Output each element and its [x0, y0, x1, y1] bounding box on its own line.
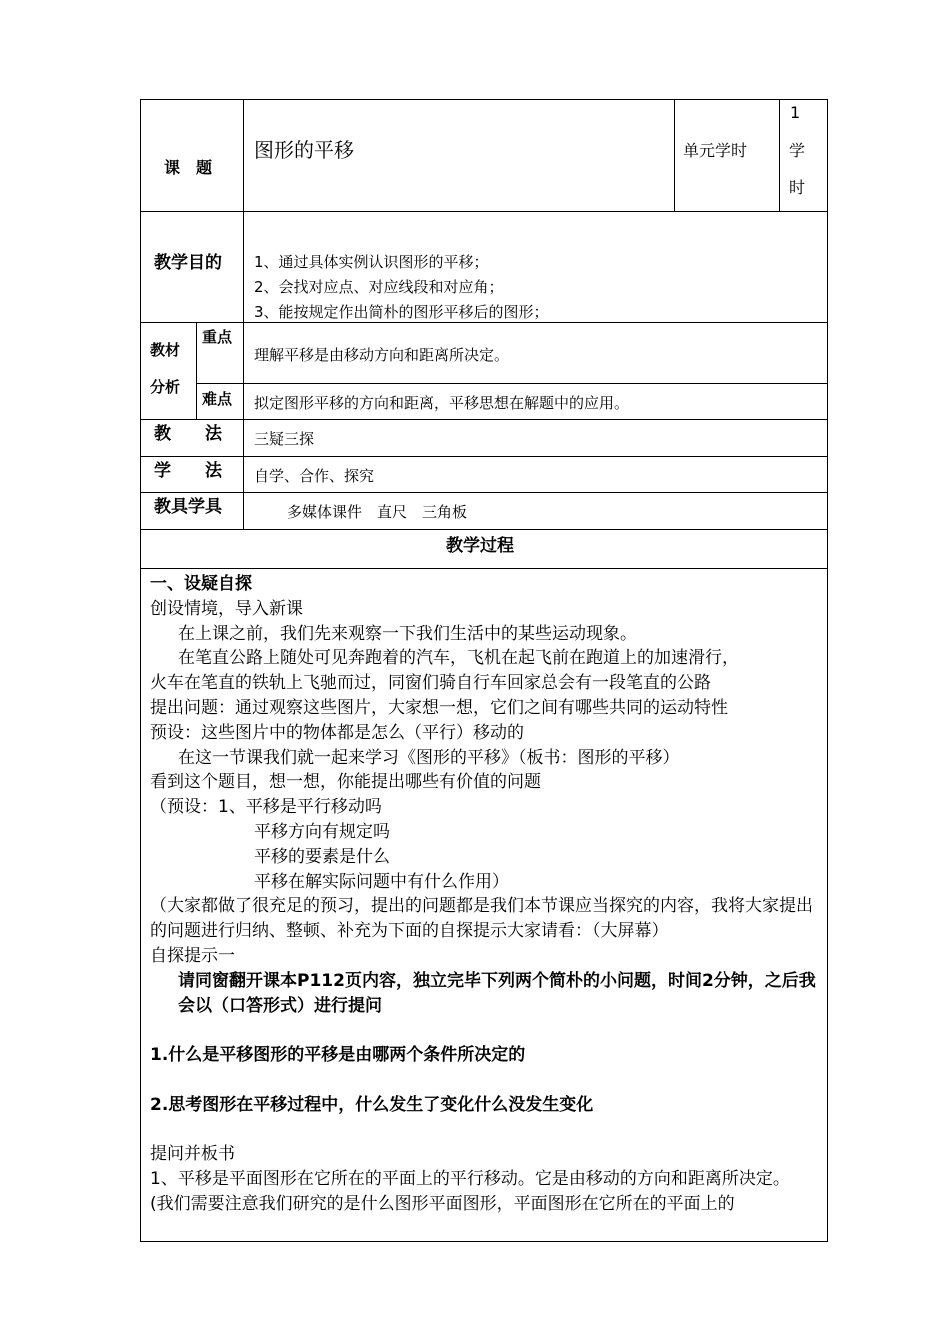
body-line: （预设：1、平移是平行移动吗 [150, 797, 382, 818]
process-title: 教学过程 [446, 536, 514, 556]
analysis-label-line-1: 教材 [150, 341, 181, 359]
body-line: 提问并板书 [150, 1144, 235, 1165]
body-line: 看到这个题目，想一想，你能提出哪些有价值的问题 [150, 772, 541, 793]
difficulty-value: 拟定图形平移的方向和距离，平移思想在解题中的应用。 [254, 394, 630, 412]
body-line: 自探提示一 [150, 945, 235, 966]
analysis-label-line-2: 分析 [150, 378, 181, 396]
objectives-label: 教学目的 [154, 253, 222, 273]
hours-unit-char-1: 学 [789, 141, 806, 160]
difficulty-label: 难点 [202, 390, 233, 408]
teaching-method-label: 教 法 [154, 424, 222, 444]
body-paragraph: （大家都做了很充足的预习，提出的问题都是我们本节课应当探究的内容，我将大家提出的问题进行归纳、整顿、补充为下面的自探提示大家请看：（大屏幕） [150, 896, 813, 942]
hours-unit-char-2: 时 [789, 178, 806, 197]
body-line: 火车在笔直的铁轨上飞驰而过，同窗们骑自行车回家总会有一段笔直的公路 [150, 673, 711, 694]
objective-item: 2、会找对应点、对应线段和对应角； [254, 278, 504, 296]
learning-method-value: 自学、合作、探究 [254, 467, 375, 485]
body-line: 在上课之前，我们先来观察一下我们生活中的某些运动现象。 [178, 623, 637, 644]
question-1: 1.什么是平移图形的平移是由哪两个条件所决定的 [150, 1045, 526, 1066]
topic-value: 图形的平移 [254, 138, 354, 162]
key-point-label: 重点 [202, 328, 233, 346]
objective-item: 3、能按规定作出简朴的图形平移后的图形； [254, 303, 549, 321]
body-line: 平移的要素是什么 [254, 846, 390, 867]
body-line: 平移方向有规定吗 [254, 821, 390, 842]
hours-number: 1 [790, 103, 801, 122]
learning-method-label: 学 法 [154, 461, 222, 481]
body-line: 提出问题：通过观察这些图片，大家想一想，它们之间有哪些共同的运动特性 [150, 697, 728, 718]
question-2: 2.思考图形在平移过程中，什么发生了变化什么没发生变化 [150, 1094, 594, 1115]
objective-item: 1、通过具体实例认识图形的平移； [254, 253, 489, 271]
body-line: 在笔直公路上随处可见奔跑着的汽车，飞机在起飞前在跑道上的加速滑行， [178, 648, 739, 669]
tools-label: 教具学具 [154, 497, 222, 517]
body-paragraph-bold: 请同窗翻开课本P112页内容，独立完毕下列两个简朴的小问题，时间2分钟，之后我会以（口答形式）进行提问 [178, 970, 816, 1016]
tools-value: 多媒体课件 直尺 三角板 [287, 503, 468, 521]
body-paragraph: 1、平移是平面图形在它所在的平面上的平行移动。它是由移动的方向和距离所决定。 [150, 1169, 790, 1190]
section-title: 一、设疑自探 [150, 574, 252, 594]
process-body [150, 572, 822, 1217]
unit-hours-label: 单元学时 [683, 141, 748, 160]
teaching-method-value: 三疑三探 [254, 430, 315, 448]
body-line: 创设情境，导入新课 [150, 598, 303, 619]
body-line: 平移在解实际问题中有什么作用） [254, 871, 509, 892]
body-line: (我们需要注意我们研究的是什么图形平面图形，平面图形在它所在的平面上的 [150, 1193, 735, 1214]
topic-label: 课 题 [164, 158, 213, 177]
key-point-value: 理解平移是由移动方向和距离所决定。 [254, 346, 510, 364]
body-line: 预设：这些图片中的物体都是怎么（平行）移动的 [150, 722, 524, 743]
body-line: 在这一节课我们就一起来学习《图形的平移》（板书：图形的平移） [178, 747, 680, 768]
